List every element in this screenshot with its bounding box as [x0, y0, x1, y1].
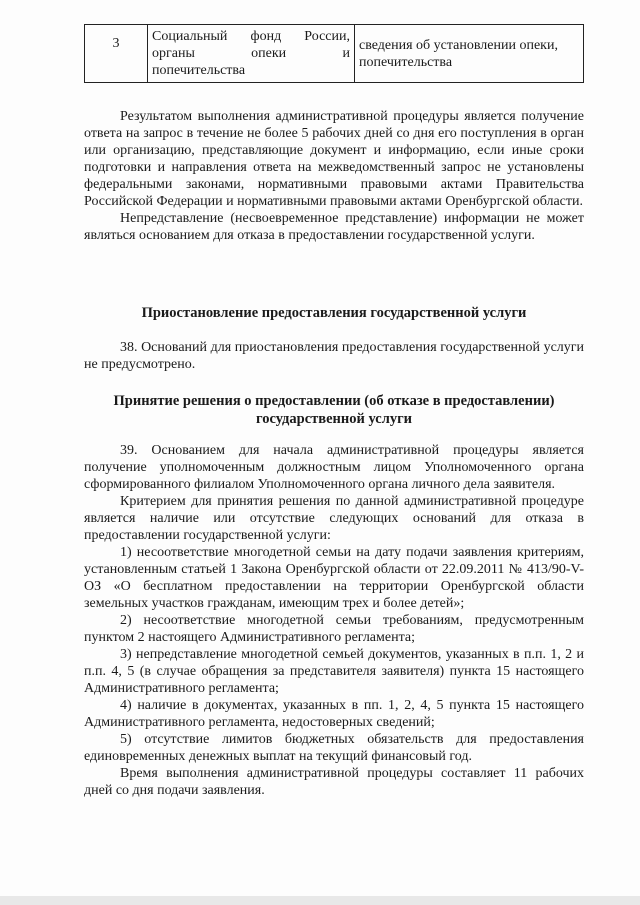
result-section [84, 108, 584, 244]
agency-line-2 [152, 45, 350, 62]
list-item: 5) отсутствие лимитов бюджетных обязательств для предоставления единовременных денежных выплат на текущий финансовый год. [84, 732, 584, 764]
row-number: 3 [85, 25, 148, 83]
section-heading: Приостановление предоставления государственной услуги [141, 305, 527, 321]
info-cell: сведения об установлении опеки, попечительства [355, 25, 584, 83]
heading-line: государственной услуги [255, 411, 413, 427]
paragraph: 38. Оснований для приостановления предоставления государственной услуги не предусмотрено. [84, 340, 584, 372]
agency-word: опеки [251, 46, 287, 61]
agency-word: фонд [250, 29, 282, 44]
list-item: 1) несоответствие многодетной семьи на дату подачи заявления критериям, установленным статьей 1 Закона Оренбургской области от 22.09.2011 № 413/90-V-ОЗ «О бесплатном предоставлении на территории Оренбургской области земельных участков гражданам, имеющим трех и более детей»; [84, 545, 584, 611]
paragraph: Время выполнения административной процедуры составляет 11 рабочих дней со дня подачи заявления. [84, 766, 584, 798]
decision-section [84, 442, 584, 799]
list-item: 4) наличие в документах, указанных в пп. 1, 2, 4, 5 пункта 15 настоящего Административного регламента, недостоверных сведений; [84, 698, 584, 730]
suspension-section [84, 339, 584, 373]
table-row [85, 25, 584, 83]
page-edge [0, 896, 640, 905]
paragraph: 39. Основанием для начала административной процедуры является получение уполномоченным должностным лицом Уполномоченного органа сформированного филиалом Уполномоченного органа личного дела заявителя. [84, 443, 584, 492]
paragraph: Результатом выполнения административной процедуры является получение ответа на запрос в течение не более 5 рабочих дней со дня его поступления в орган или организацию, представляющие документ и информацию, если иные сроки подготовки и направления ответа на межведомственный запрос не установлены федеральными законами, нормативными правовыми актами Правительства Российской Федерации и нормативными правовыми актами Оренбургской области. [84, 109, 584, 209]
agency-line-1 [152, 28, 350, 45]
agency-cell [148, 25, 355, 83]
agency-word: и [342, 46, 350, 61]
paragraph: Критерием для принятия решения по данной административной процедуре является наличие или отсутствие следующих оснований для отказа в предоставлении государственной услуги: [84, 494, 584, 543]
list-item: 3) непредставление многодетной семьей документов, указанных в п.п. 1, 2 и п.п. 4, 5 (в случае обращения за представителя заявителя) пункта 15 настоящего Административного регламента; [84, 647, 584, 696]
heading-line: Принятие решения о предоставлении (об отказе в предоставлении) [113, 393, 555, 409]
section-heading [84, 392, 584, 428]
agency-word: органы [152, 46, 195, 61]
agency-line-3: попечительства [152, 63, 246, 78]
agency-table [84, 24, 584, 83]
agency-word: Социальный [152, 29, 228, 44]
paragraph: Непредставление (несвоевременное представление) информации не может являться основанием для отказа в предоставлении государственной услуги. [84, 211, 584, 243]
agency-word: России, [304, 29, 350, 44]
list-item: 2) несоответствие многодетной семьи требованиям, предусмотренным пунктом 2 настоящего Административного регламента; [84, 613, 584, 645]
